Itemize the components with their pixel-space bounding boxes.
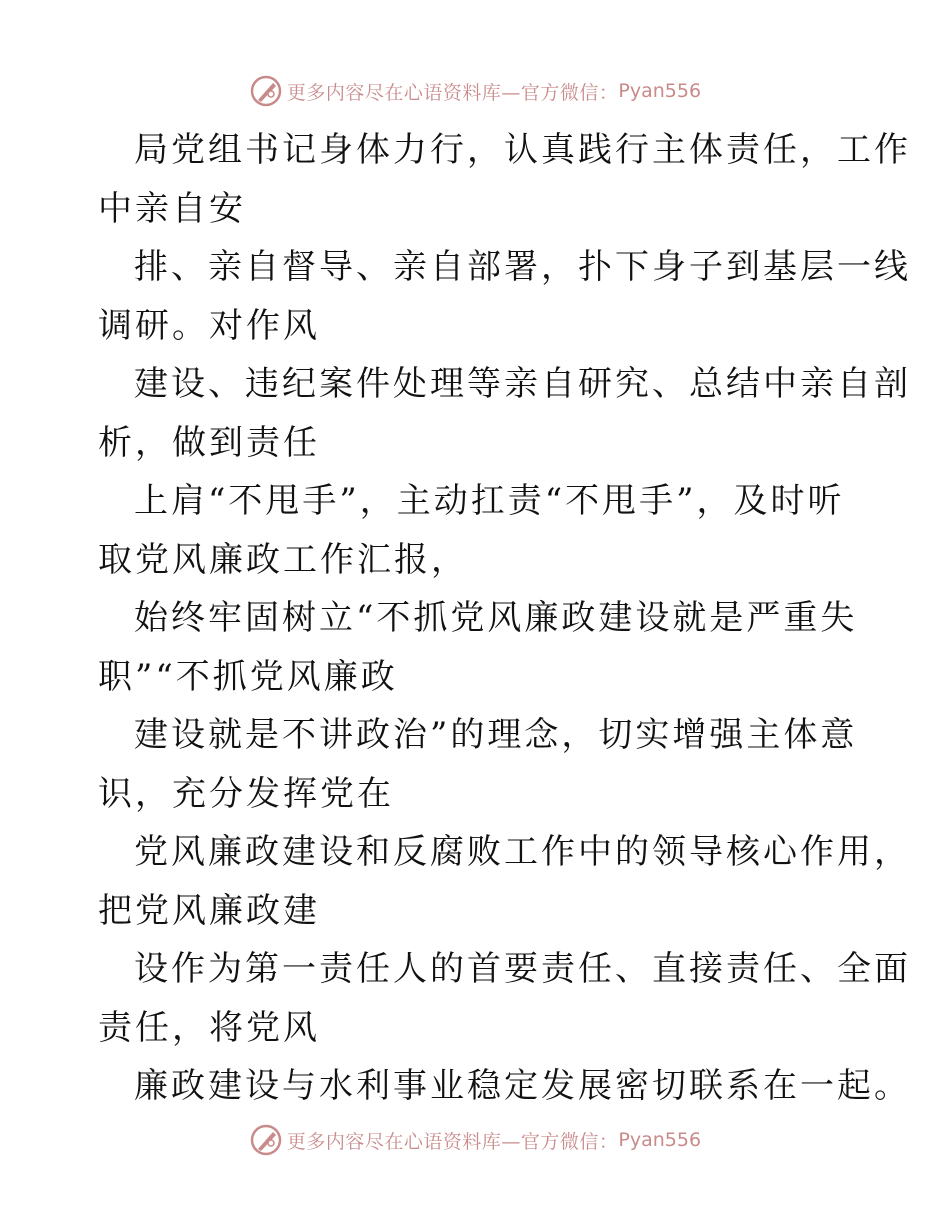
paragraph-line: 中亲自安 xyxy=(98,188,246,229)
paragraph-line: 建设就是不讲政治”的理念，切实增强主体意 xyxy=(134,715,858,755)
quill-logo-icon xyxy=(249,1123,283,1157)
paragraph-line: 局党组书记身体力行，认真践行主体责任，工作 xyxy=(134,130,911,170)
watermark-wechat-id: Pyan556 xyxy=(618,80,702,102)
paragraph-line: 责任，将党风 xyxy=(98,1007,320,1048)
paragraph-line: 析，做到责任 xyxy=(98,422,320,463)
paragraph-line: 上肩“不甩手”，主动扛责“不甩手”，及时听 xyxy=(134,481,845,521)
document-body xyxy=(98,121,911,1116)
header-watermark xyxy=(0,71,950,111)
paragraph-line: 党风廉政建设和反腐败工作中的领导核心作用， xyxy=(134,832,911,872)
paragraph-line: 廉政建设与水利事业稳定发展密切联系在一起。 xyxy=(134,1066,911,1106)
paragraph-line: 排、亲自督导、亲自部署，扑下身子到基层一线 xyxy=(134,247,911,287)
paragraph-line: 识，充分发挥党在 xyxy=(98,773,394,814)
quill-logo-icon xyxy=(249,74,283,108)
paragraph-line: 始终牢固树立“不抓党风廉政建设就是严重失 xyxy=(134,598,858,638)
watermark-text: 更多内容尽在心语资料库—官方微信： xyxy=(286,1130,619,1153)
paragraph-line: 设作为第一责任人的首要责任、直接责任、全面 xyxy=(134,949,911,989)
watermark-wechat-id: Pyan556 xyxy=(618,1129,702,1151)
footer-watermark xyxy=(0,1120,950,1160)
watermark-text: 更多内容尽在心语资料库—官方微信： xyxy=(286,81,619,104)
paragraph-line: 职”“不抓党风廉政 xyxy=(98,656,398,697)
paragraph-line: 建设、违纪案件处理等亲自研究、总结中亲自剖 xyxy=(134,364,911,404)
paragraph-line: 取党风廉政工作汇报， xyxy=(98,539,468,580)
paragraph-line: 把党风廉政建 xyxy=(98,890,320,931)
paragraph-line: 调研。对作风 xyxy=(98,305,320,346)
